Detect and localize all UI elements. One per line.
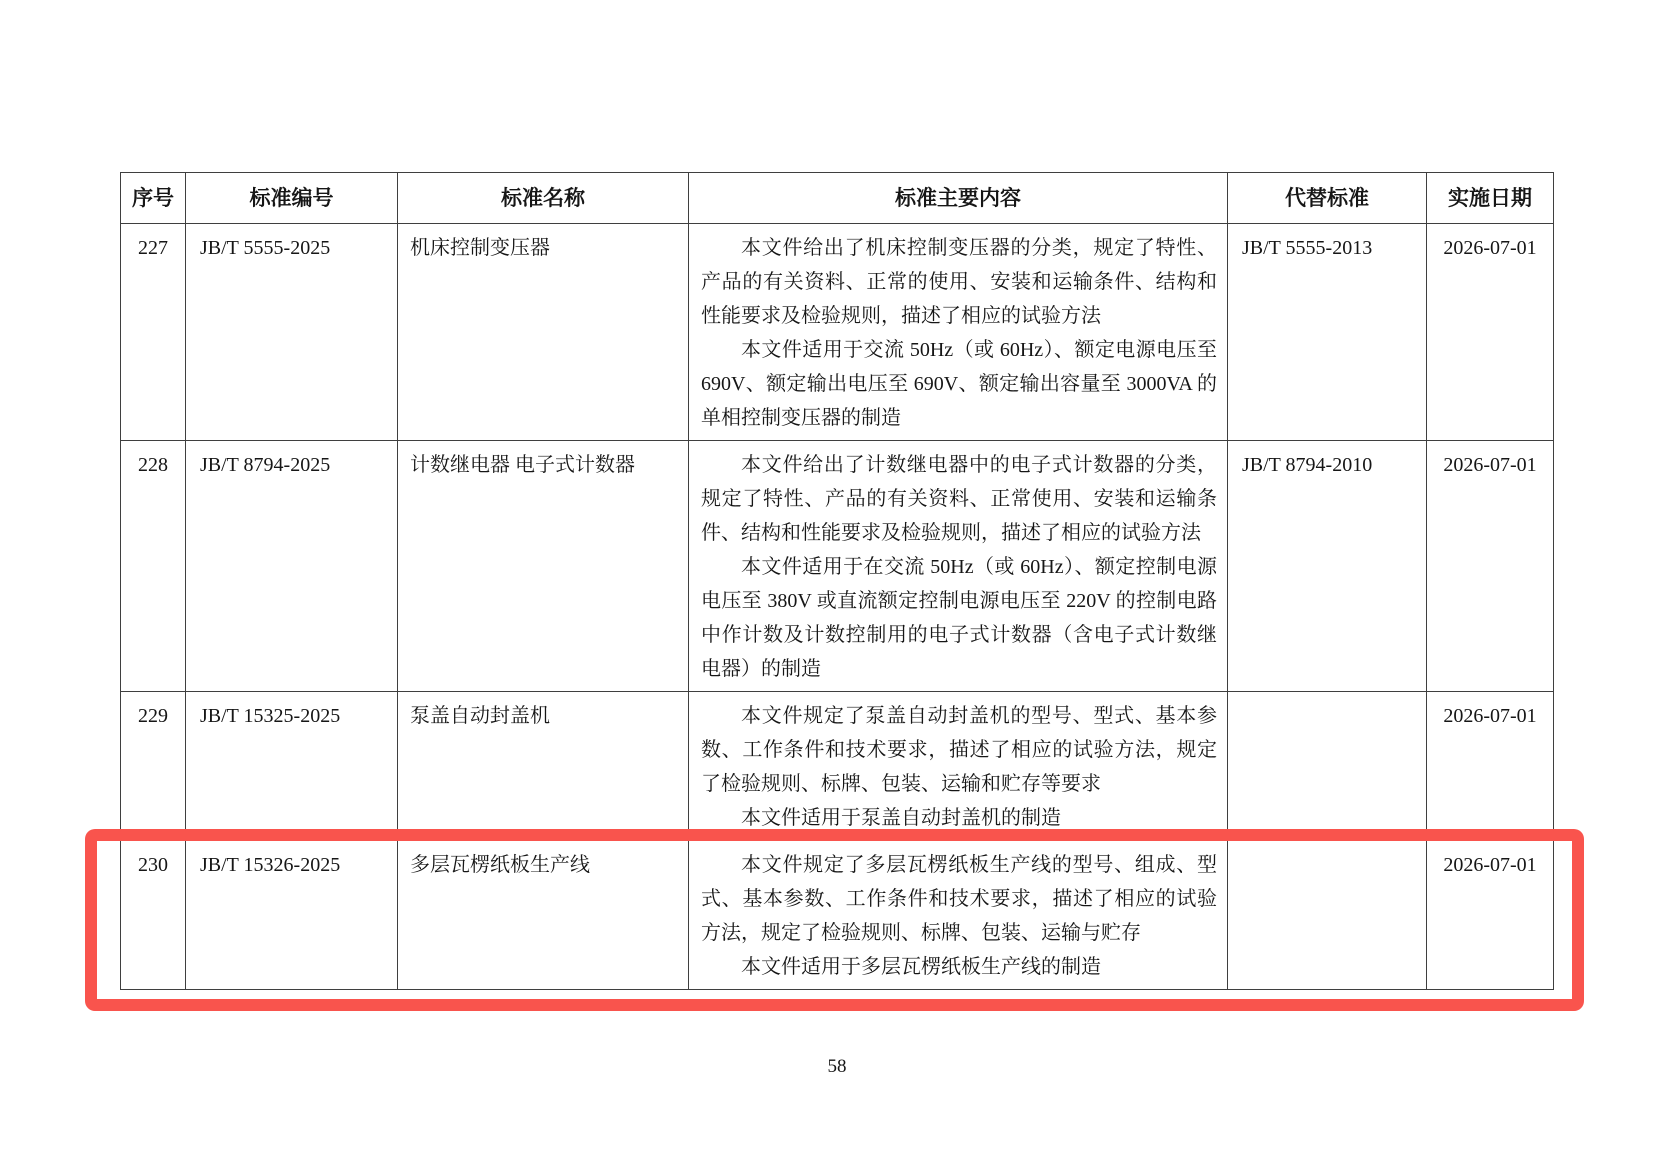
column-header-standard-name: 标准名称 (398, 173, 689, 224)
header-row (121, 173, 1554, 224)
replaced-standard-cell (1228, 692, 1427, 841)
standards-table (120, 172, 1554, 990)
content-paragraph: 本文件规定了多层瓦楞纸板生产线的型号、组成、型式、基本参数、工作条件和技术要求，描述了相应的试验方法，规定了检验规则、标牌、包装、运输与贮存 (701, 854, 1217, 944)
implementation-date-cell: 2026-07-01 (1427, 441, 1554, 692)
content-paragraph: 本文件适用于泵盖自动封盖机的制造 (741, 807, 1061, 829)
page-number: 58 (827, 1056, 847, 1077)
content-paragraph: 本文件适用于在交流 50Hz（或 60Hz）、额定控制电源电压至 380V 或直流额定控制电源电压至 220V 的控制电路中作计数及计数控制用的电子式计数器（含电子式计数继电器）的制造 (701, 556, 1217, 680)
implementation-date-cell: 2026-07-01 (1427, 692, 1554, 841)
column-header-replaced-standard: 代替标准 (1228, 173, 1427, 224)
replaced-standard-cell (1228, 841, 1427, 990)
column-header-seq: 序号 (121, 173, 186, 224)
column-header-implementation-date: 实施日期 (1427, 173, 1554, 224)
content-paragraph: 本文件适用于多层瓦楞纸板生产线的制造 (741, 956, 1101, 978)
standard-name-cell: 多层瓦楞纸板生产线 (398, 841, 689, 990)
table-row (121, 692, 1554, 841)
seq-cell: 228 (121, 441, 186, 692)
seq-cell: 230 (121, 841, 186, 990)
standard-code-cell: JB/T 15326-2025 (186, 841, 398, 990)
standard-name-cell: 计数继电器 电子式计数器 (398, 441, 689, 692)
standard-code-cell: JB/T 5555-2025 (186, 224, 398, 441)
standard-code-cell: JB/T 15325-2025 (186, 692, 398, 841)
content-paragraph: 本文件给出了机床控制变压器的分类，规定了特性、产品的有关资料、正常的使用、安装和运输条件、结构和性能要求及检验规则，描述了相应的试验方法 (701, 237, 1217, 327)
standard-content-cell (689, 692, 1228, 841)
table-row (121, 224, 1554, 441)
standard-code-cell: JB/T 8794-2025 (186, 441, 398, 692)
content-paragraph: 本文件给出了计数继电器中的电子式计数器的分类，规定了特性、产品的有关资料、正常使用、安装和运输条件、结构和性能要求及检验规则，描述了相应的试验方法 (701, 454, 1217, 544)
content-paragraph: 本文件适用于交流 50Hz（或 60Hz）、额定电源电压至 690V、额定输出电压至 690V、额定输出容量至 3000VA 的单相控制变压器的制造 (701, 339, 1217, 429)
implementation-date-cell: 2026-07-01 (1427, 841, 1554, 990)
standard-name-cell: 泵盖自动封盖机 (398, 692, 689, 841)
seq-cell: 229 (121, 692, 186, 841)
standard-content-cell (689, 224, 1228, 441)
table-row (121, 841, 1554, 990)
standard-content-cell (689, 841, 1228, 990)
implementation-date-cell: 2026-07-01 (1427, 224, 1554, 441)
column-header-standard-code: 标准编号 (186, 173, 398, 224)
seq-cell: 227 (121, 224, 186, 441)
table-row (121, 441, 1554, 692)
content-paragraph: 本文件规定了泵盖自动封盖机的型号、型式、基本参数、工作条件和技术要求，描述了相应的试验方法，规定了检验规则、标牌、包装、运输和贮存等要求 (701, 705, 1217, 795)
standard-content-cell (689, 441, 1228, 692)
replaced-standard-cell: JB/T 5555-2013 (1228, 224, 1427, 441)
standard-name-cell: 机床控制变压器 (398, 224, 689, 441)
column-header-main-content: 标准主要内容 (689, 173, 1228, 224)
replaced-standard-cell: JB/T 8794-2010 (1228, 441, 1427, 692)
table-header (121, 173, 1554, 224)
table-body (121, 224, 1554, 990)
